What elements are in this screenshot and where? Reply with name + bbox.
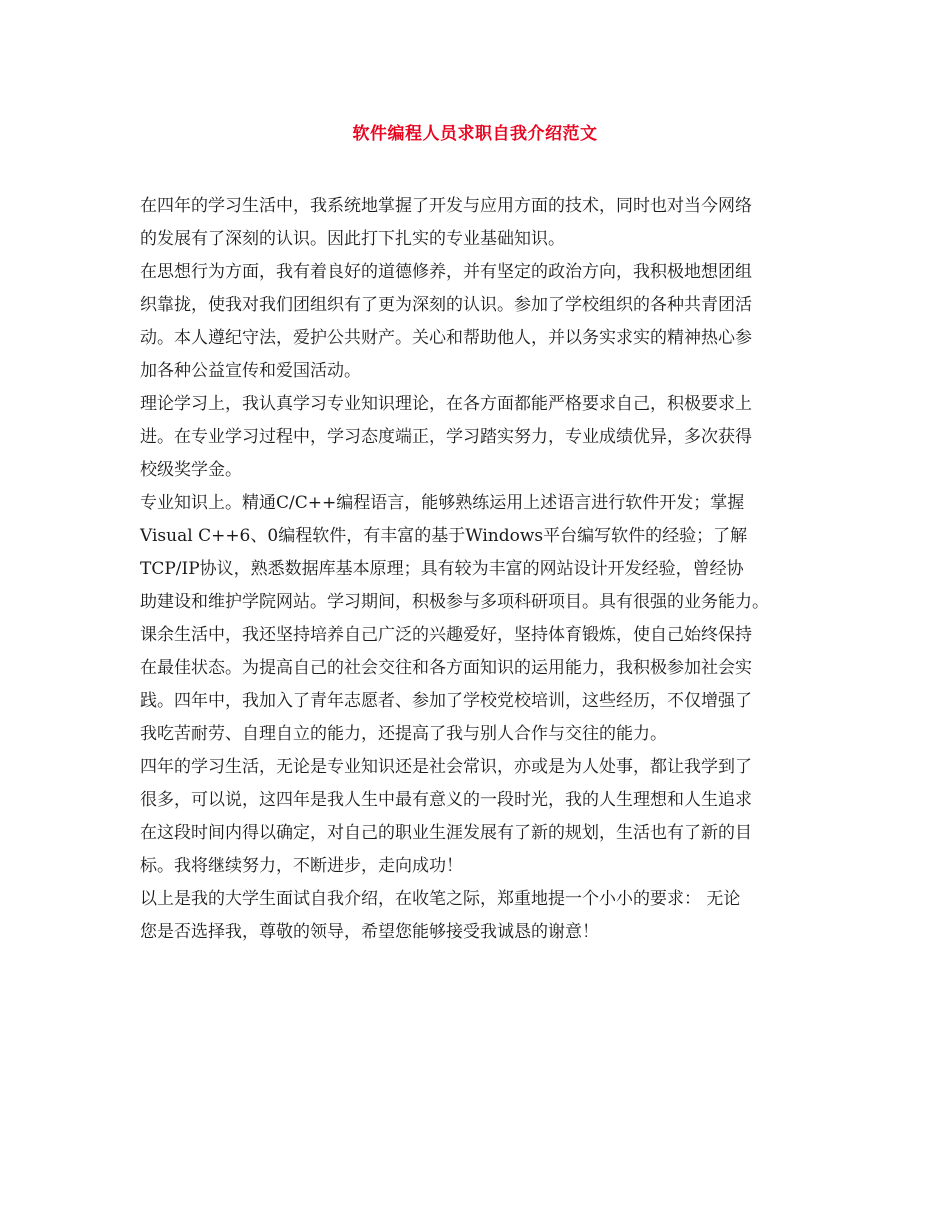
text-line: 践。四年中，我加入了青年志愿者、参加了学校党校培训，这些经历，不仅增强了 xyxy=(140,691,752,711)
text-line: 以上是我的大学生面试自我介绍，在收笔之际，郑重地提一个小小的要求： 无论 xyxy=(140,889,741,909)
text-line: 您是否选择我，尊敬的领导，希望您能够接受我诚恳的谢意！ xyxy=(140,922,599,942)
text-line: 理论学习上，我认真学习专业知识理论，在各方面都能严格要求自己，积极要求上 xyxy=(140,394,752,414)
text-line: 四年的学习生活，无论是专业知识还是社会常识，亦或是为人处事，都让我学到了 xyxy=(140,757,752,777)
text-line: 很多，可以说，这四年是我人生中最有意义的一段时光，我的人生理想和人生追求 xyxy=(140,790,752,810)
text-line: 织靠拢，使我对我们团组织有了更为深刻的认识。参加了学校组织的各种共青团活 xyxy=(140,295,752,315)
text-line: 专业知识上。精通C/C++编程语言，能够熟练运用上述语言进行软件开发；掌握 xyxy=(140,493,745,513)
text-line: 动。本人遵纪守法，爱护公共财产。关心和帮助他人，并以务实求实的精神热心参 xyxy=(140,328,752,348)
text-line: TCP/IP协议，熟悉数据库基本原理；具有较为丰富的网站设计开发经验，曾经协 xyxy=(140,559,744,579)
document-title: 软件编程人员求职自我介绍范文 xyxy=(352,124,598,144)
text-line: 的发展有了深刻的认识。因此打下扎实的专业基础知识。 xyxy=(140,229,565,249)
text-line: 标。我将继续努力，不断进步，走向成功！ xyxy=(140,856,463,876)
text-line: 校级奖学金。 xyxy=(140,460,242,480)
text-line: 在最佳状态。为提高自己的社会交往和各方面知识的运用能力，我积极参加社会实 xyxy=(140,658,752,678)
text-line: 我吃苦耐劳、自理自立的能力，还提高了我与别人合作与交往的能力。 xyxy=(140,724,667,744)
text-line: 进。在专业学习过程中，学习态度端正，学习踏实努力，专业成绩优异，多次获得 xyxy=(140,427,752,447)
document-body xyxy=(140,190,820,949)
text-line: 在思想行为方面，我有着良好的道德修养，并有坚定的政治方向，我积极地想团组 xyxy=(140,262,752,282)
text-line: 在四年的学习生活中，我系统地掌握了开发与应用方面的技术，同时也对当今网络 xyxy=(140,196,752,216)
text-line: 助建设和维护学院网站。学习期间，积极参与多项科研项目。具有很强的业务能力。 xyxy=(140,592,769,612)
text-line: 课余生活中，我还坚持培养自己广泛的兴趣爱好，坚持体育锻炼，使自己始终保持 xyxy=(140,625,752,645)
text-line: Visual C++6、0编程软件，有丰富的基于Windows平台编写软件的经验；了解 xyxy=(140,526,748,546)
text-line: 在这段时间内得以确定，对自己的职业生涯发展有了新的规划，生活也有了新的目 xyxy=(140,823,752,843)
text-line: 加各种公益宣传和爱国活动。 xyxy=(140,361,361,381)
